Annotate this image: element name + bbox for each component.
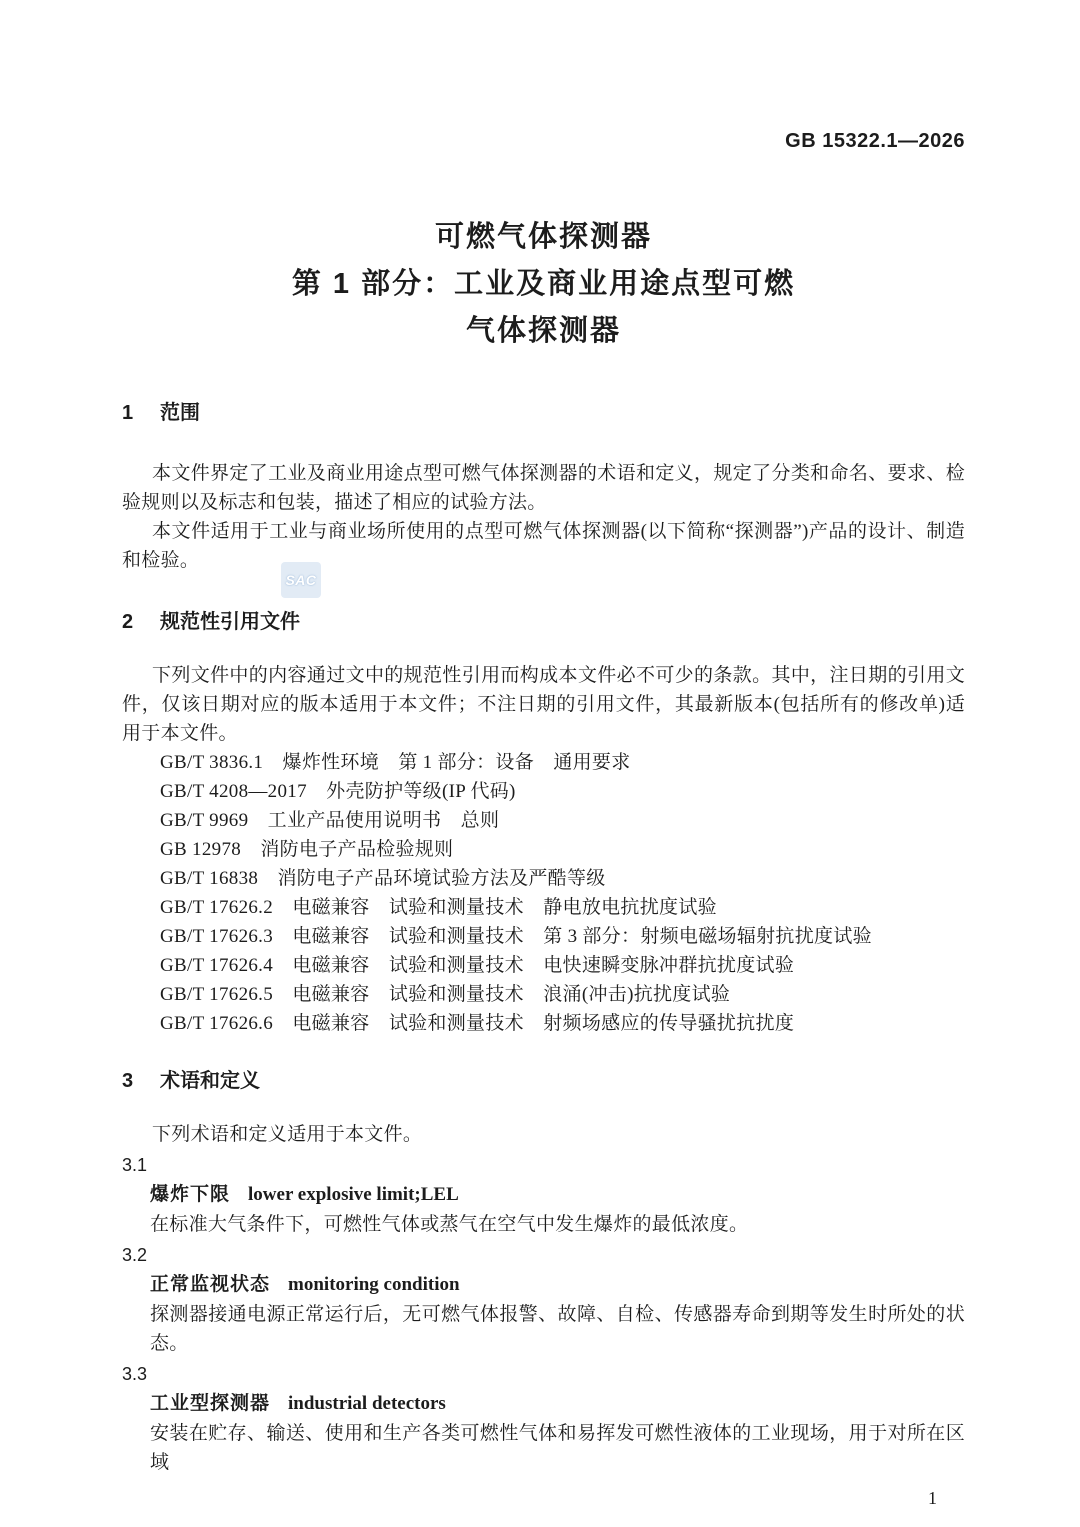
title-line-2: 第 1 部分：工业及商业用途点型可燃 <box>291 268 796 300</box>
reference-list <box>122 748 965 1038</box>
term-name-zh: 正常监视状态 <box>150 1274 271 1295</box>
section-3-heading <box>122 1068 965 1094</box>
document-title <box>122 214 965 355</box>
term-definition: 安装在贮存、输送、使用和生产各类可燃性气体和易挥发可燃性液体的工业现场，用于对所在区域 <box>150 1423 965 1473</box>
section-3-title: 术语和定义 <box>160 1070 260 1092</box>
term-name-en: monitoring condition <box>288 1274 460 1295</box>
section-1-title: 范围 <box>160 402 200 424</box>
references-intro: 下列文件中的内容通过文中的规范性引用而构成本文件必不可少的条款。其中，注日期的引用文件，仅该日期对应的版本适用于本文件；不注日期的引用文件，其最新版本(包括所有的修改单)适用于本文件。 <box>122 665 965 744</box>
term-heading <box>122 1270 965 1300</box>
reference-item: GB/T 17626.3 电磁兼容 试验和测量技术 第 3 部分：射频电磁场辐射抗扰度试验 <box>160 926 872 947</box>
term-entry-3-2 <box>122 1241 965 1358</box>
scope-paragraph-1: 本文件界定了工业及商业用途点型可燃气体探测器的术语和定义，规定了分类和命名、要求、检验规则以及标志和包装，描述了相应的试验方法。 <box>122 463 965 513</box>
reference-item: GB/T 3836.1 爆炸性环境 第 1 部分：设备 通用要求 <box>160 752 631 773</box>
term-definition: 探测器接通电源正常运行后，无可燃气体报警、故障、自检、传感器寿命到期等发生时所处的状态。 <box>150 1304 965 1354</box>
section-1-number: 1 <box>122 402 134 424</box>
reference-item: GB/T 17626.5 电磁兼容 试验和测量技术 浪涌(冲击)抗扰度试验 <box>160 984 731 1005</box>
term-number: 3.3 <box>122 1364 148 1384</box>
term-heading <box>122 1389 965 1419</box>
reference-item: GB/T 17626.4 电磁兼容 试验和测量技术 电快速瞬变脉冲群抗扰度试验 <box>160 955 795 976</box>
term-entry-3-3 <box>122 1360 965 1477</box>
standard-code: GB 15322.1—2026 <box>785 130 965 152</box>
term-entry-3-1 <box>122 1151 965 1239</box>
term-name-zh: 爆炸下限 <box>150 1184 231 1205</box>
terms-block <box>122 1151 965 1477</box>
reference-item: GB 12978 消防电子产品检验规则 <box>160 839 454 860</box>
term-definition: 在标准大气条件下，可燃性气体或蒸气在空气中发生爆炸的最低浓度。 <box>150 1214 749 1235</box>
section-2-number: 2 <box>122 611 134 633</box>
section-2-title: 规范性引用文件 <box>160 611 300 633</box>
sac-watermark-text: SAC <box>285 572 317 588</box>
reference-item: GB/T 4208—2017 外壳防护等级(IP 代码) <box>160 781 516 802</box>
term-name-en: lower explosive limit;LEL <box>248 1184 459 1205</box>
section-3-number: 3 <box>122 1070 134 1092</box>
reference-item: GB/T 9969 工业产品使用说明书 总则 <box>160 810 500 831</box>
term-heading <box>122 1180 965 1210</box>
reference-item: GB/T 17626.6 电磁兼容 试验和测量技术 射频场感应的传导骚扰抗扰度 <box>160 1013 795 1034</box>
title-line-3: 气体探测器 <box>465 315 621 347</box>
terms-intro: 下列术语和定义适用于本文件。 <box>152 1124 423 1145</box>
scope-paragraph-2: 本文件适用于工业与商业场所使用的点型可燃气体探测器(以下简称“探测器”)产品的设计、制造和检验。 <box>122 521 965 571</box>
title-line-1: 可燃气体探测器 <box>434 221 652 253</box>
section-2-heading <box>122 609 965 635</box>
reference-item: GB/T 16838 消防电子产品环境试验方法及严酷等级 <box>160 868 606 889</box>
scope-paragraphs <box>122 459 965 575</box>
term-name-zh: 工业型探测器 <box>150 1393 271 1414</box>
term-number: 3.2 <box>122 1245 148 1265</box>
term-number: 3.1 <box>122 1155 148 1175</box>
section-1-heading <box>122 400 965 426</box>
term-name-en: industrial detectors <box>288 1393 446 1414</box>
page-number: 1 <box>928 1488 937 1508</box>
reference-item: GB/T 17626.2 电磁兼容 试验和测量技术 静电放电抗扰度试验 <box>160 897 717 918</box>
